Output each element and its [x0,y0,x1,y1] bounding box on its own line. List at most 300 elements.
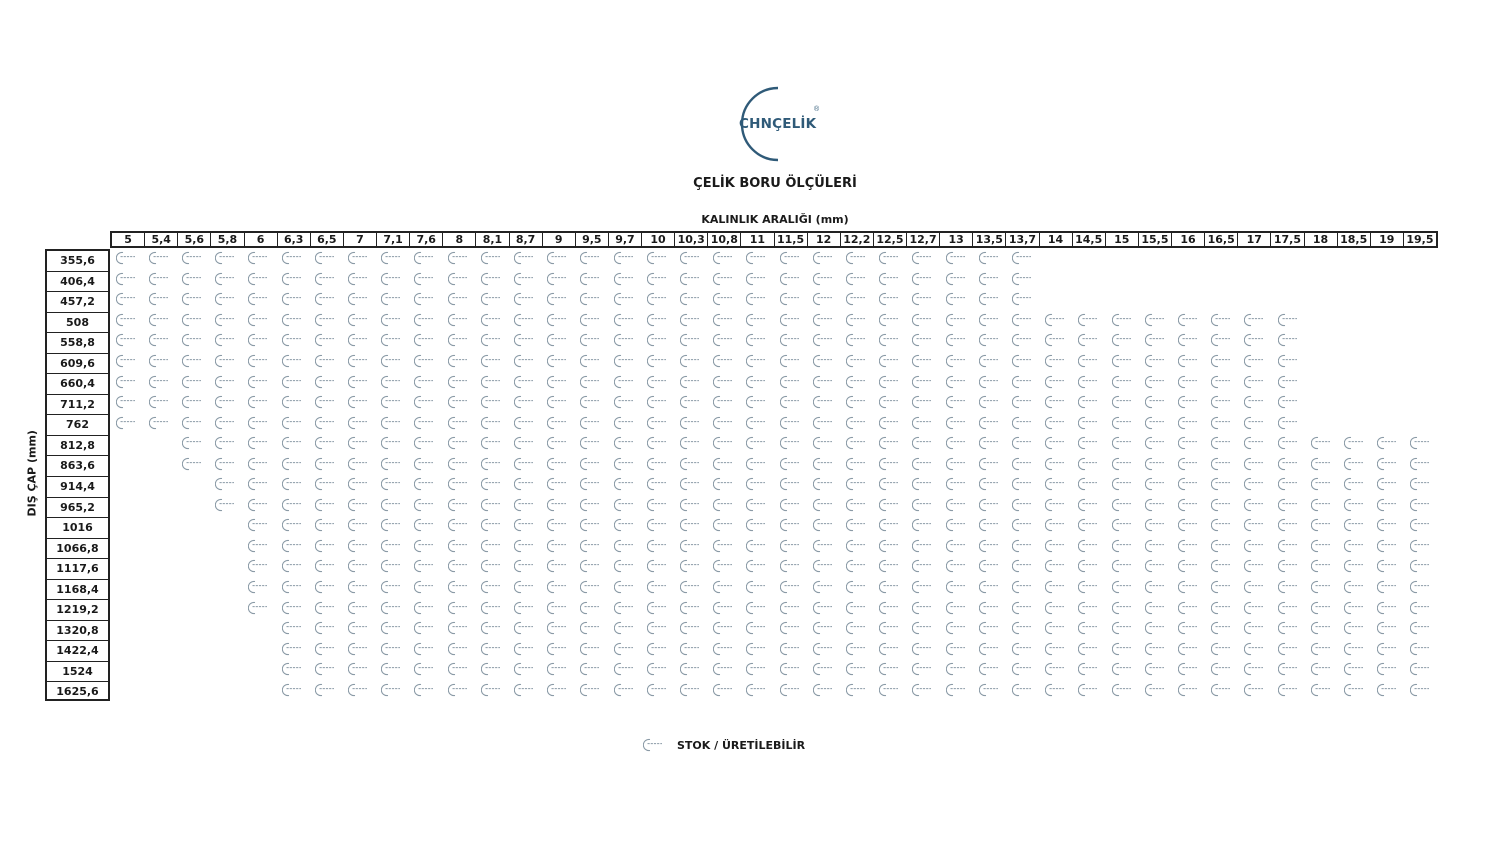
availability-mark-icon [879,601,901,615]
availability-mark-icon [182,457,204,471]
availability-mark-icon [514,292,536,306]
availability-mark-icon [879,375,901,389]
availability-mark-icon [746,621,768,635]
availability-mark-icon [149,333,171,347]
availability-mark-icon [348,292,370,306]
availability-mark-icon [580,621,602,635]
row-header-cell: 355,6 [47,251,108,272]
availability-mark-icon [1012,683,1034,697]
availability-mark-icon [713,498,735,512]
row-header-cell: 1524 [47,662,108,683]
row-header-cell: 660,4 [47,374,108,395]
availability-mark-icon [448,498,470,512]
availability-mark-icon [414,292,436,306]
availability-mark-icon [1078,621,1100,635]
availability-mark-icon [846,333,868,347]
availability-mark-icon [746,251,768,265]
availability-mark-icon [746,457,768,471]
availability-mark-icon [1012,498,1034,512]
availability-mark-icon [614,498,636,512]
availability-mark-icon [813,662,835,676]
availability-mark-icon [680,642,702,656]
column-header-cell: 17,5 [1271,233,1304,246]
availability-mark-icon [547,559,569,573]
availability-mark-icon [448,518,470,532]
availability-mark-icon [381,580,403,594]
availability-mark-icon [979,416,1001,430]
availability-mark-icon [1112,539,1134,553]
availability-mark-icon [481,436,503,450]
availability-mark-icon [1045,375,1067,389]
availability-mark-icon [580,375,602,389]
availability-mark-icon [614,539,636,553]
availability-mark-icon [381,518,403,532]
availability-mark-icon [348,354,370,368]
availability-mark-icon [780,457,802,471]
availability-mark-icon [414,477,436,491]
availability-mark-icon [149,251,171,265]
availability-mark-icon [614,518,636,532]
availability-mark-icon [381,375,403,389]
availability-mark-icon [979,559,1001,573]
availability-mark-icon [547,292,569,306]
availability-mark-icon [1012,333,1034,347]
availability-mark-icon [813,436,835,450]
availability-mark-icon [1012,457,1034,471]
row-header-cell: 609,6 [47,354,108,375]
availability-mark-icon [780,477,802,491]
availability-mark-icon [879,498,901,512]
availability-mark-icon [713,313,735,327]
availability-mark-icon [348,395,370,409]
availability-mark-icon [680,662,702,676]
availability-mark-icon [248,354,270,368]
availability-mark-icon [182,354,204,368]
availability-mark-icon [780,272,802,286]
availability-mark-icon [946,559,968,573]
availability-mark-icon [315,601,337,615]
availability-mark-icon [647,580,669,594]
availability-mark-icon [1344,518,1366,532]
availability-mark-icon [1012,477,1034,491]
availability-mark-icon [248,498,270,512]
availability-mark-icon [614,333,636,347]
availability-mark-icon [514,539,536,553]
availability-mark-icon [780,642,802,656]
availability-mark-icon [248,436,270,450]
availability-mark-icon [1377,683,1399,697]
availability-mark-icon [315,642,337,656]
availability-mark-icon [381,642,403,656]
availability-mark-icon [481,354,503,368]
availability-mark-icon [1344,580,1366,594]
availability-mark-icon [1344,457,1366,471]
availability-mark-icon [713,539,735,553]
column-header-cell: 14,5 [1073,233,1106,246]
availability-mark-icon [514,457,536,471]
availability-mark-icon [1045,601,1067,615]
availability-mark-icon [547,375,569,389]
availability-mark-icon [481,662,503,676]
brand-logo [722,84,818,164]
availability-mark-icon [1012,436,1034,450]
availability-mark-icon [1211,559,1233,573]
column-header-cell: 7,1 [377,233,410,246]
availability-mark-icon [414,457,436,471]
availability-mark-icon [680,292,702,306]
availability-mark-icon [1145,559,1167,573]
availability-mark-icon [1377,621,1399,635]
availability-mark-icon [1112,580,1134,594]
availability-mark-icon [514,313,536,327]
column-header-cell: 6,3 [278,233,311,246]
availability-mark-icon [846,539,868,553]
availability-mark-icon [182,395,204,409]
availability-mark-icon [514,272,536,286]
availability-mark-icon [1045,313,1067,327]
availability-mark-icon [381,477,403,491]
availability-mark-icon [547,251,569,265]
availability-mark-icon [912,272,934,286]
availability-mark-icon [580,292,602,306]
availability-mark-icon [780,313,802,327]
availability-mark-icon [514,683,536,697]
availability-mark-icon [879,436,901,450]
availability-mark-icon [315,457,337,471]
availability-mark-icon [647,251,669,265]
availability-mark-icon [1078,395,1100,409]
availability-mark-icon [381,272,403,286]
availability-mark-icon [215,498,237,512]
availability-mark-icon [1278,354,1300,368]
availability-mark-icon [614,601,636,615]
availability-mark-icon [348,683,370,697]
availability-mark-icon [1078,662,1100,676]
availability-mark-icon [547,580,569,594]
availability-mark-icon [1244,662,1266,676]
availability-mark-icon [315,662,337,676]
availability-mark-icon [580,539,602,553]
availability-mark-icon [414,539,436,553]
availability-mark-icon [1112,683,1134,697]
availability-mark-icon [481,457,503,471]
availability-mark-icon [813,601,835,615]
availability-mark-icon [282,642,304,656]
availability-mark-icon [1145,395,1167,409]
column-header-cell: 17 [1238,233,1271,246]
availability-mark-icon [1112,662,1134,676]
availability-mark-icon [381,416,403,430]
availability-mark-icon [282,621,304,635]
column-header-cell: 13,5 [973,233,1006,246]
availability-mark-icon [182,313,204,327]
availability-mark-icon [879,395,901,409]
availability-mark-icon [315,375,337,389]
availability-mark-icon [713,333,735,347]
availability-mark-icon [946,251,968,265]
availability-mark-icon [547,333,569,347]
availability-mark-icon [746,642,768,656]
availability-mark-icon [414,436,436,450]
availability-mark-icon [746,436,768,450]
availability-mark-icon [614,457,636,471]
availability-mark-icon [614,580,636,594]
availability-mark-icon [1244,436,1266,450]
availability-mark-icon [1278,559,1300,573]
availability-mark-icon [1244,395,1266,409]
availability-mark-icon [680,621,702,635]
availability-mark-icon [1244,559,1266,573]
availability-mark-icon [746,559,768,573]
availability-mark-icon [1278,683,1300,697]
availability-mark-icon [647,457,669,471]
availability-mark-icon [713,621,735,635]
row-header-cell: 863,6 [47,456,108,477]
availability-mark-icon [448,457,470,471]
availability-mark-icon [680,457,702,471]
availability-mark-icon [1112,354,1134,368]
availability-mark-icon [647,601,669,615]
column-axis-title: KALINLIK ARALIĞI (mm) [701,213,849,226]
availability-mark-icon [481,292,503,306]
availability-mark-icon [381,559,403,573]
availability-mark-icon [282,436,304,450]
availability-mark-icon [381,354,403,368]
availability-mark-icon [481,498,503,512]
availability-mark-icon [1377,642,1399,656]
availability-mark-icon [215,354,237,368]
availability-mark-icon [282,416,304,430]
availability-mark-icon [381,395,403,409]
availability-mark-icon [846,313,868,327]
availability-mark-icon [215,436,237,450]
availability-mark-icon [1311,580,1333,594]
availability-mark-icon [1012,642,1034,656]
column-header-cell: 8,1 [476,233,509,246]
availability-mark-icon [713,559,735,573]
availability-mark-icon [448,539,470,553]
availability-mark-icon [1145,621,1167,635]
availability-mark-icon [1045,498,1067,512]
availability-mark-icon [1112,395,1134,409]
availability-mark-icon [713,272,735,286]
availability-mark-icon [1178,683,1200,697]
availability-mark-icon [647,292,669,306]
availability-mark-icon [1377,601,1399,615]
availability-mark-icon [680,395,702,409]
availability-mark-icon [448,272,470,286]
availability-mark-icon [979,498,1001,512]
availability-mark-icon [282,683,304,697]
availability-mark-icon [381,621,403,635]
availability-mark-icon [647,436,669,450]
column-header-cell: 11,5 [775,233,808,246]
availability-mark-icon [979,292,1001,306]
availability-mark-icon [1012,354,1034,368]
availability-mark-icon [946,498,968,512]
availability-mark-icon [149,313,171,327]
availability-mark-icon [448,313,470,327]
availability-mark-icon [1311,642,1333,656]
availability-mark-icon [1211,436,1233,450]
availability-mark-icon [348,477,370,491]
availability-mark-icon [1244,518,1266,532]
availability-mark-icon [746,539,768,553]
availability-mark-icon [1278,580,1300,594]
row-header-cell: 1168,4 [47,580,108,601]
availability-mark-icon [979,436,1001,450]
availability-mark-icon [514,559,536,573]
availability-mark-icon [614,559,636,573]
availability-mark-icon [414,333,436,347]
availability-mark-icon [1078,313,1100,327]
availability-mark-icon [514,642,536,656]
availability-mark-icon [912,539,934,553]
availability-mark-icon [614,477,636,491]
availability-mark-icon [547,642,569,656]
availability-mark-icon [1012,601,1034,615]
availability-mark-icon [713,683,735,697]
availability-mark-icon [282,457,304,471]
availability-mark-icon [248,272,270,286]
availability-mark-icon [647,642,669,656]
availability-mark-icon [1211,642,1233,656]
availability-mark-icon [979,333,1001,347]
availability-mark-icon [713,251,735,265]
availability-mark-icon [348,580,370,594]
availability-mark-icon [979,642,1001,656]
availability-mark-icon [282,272,304,286]
availability-mark-icon [481,333,503,347]
availability-mark-icon [680,333,702,347]
availability-mark-icon [680,375,702,389]
availability-mark-icon [813,642,835,656]
availability-mark-icon [1244,477,1266,491]
availability-mark-icon [1211,313,1233,327]
availability-mark-icon [1078,333,1100,347]
availability-mark-icon [348,662,370,676]
availability-mark-icon [946,477,968,491]
availability-mark-icon [116,292,138,306]
row-header-cell: 1422,4 [47,641,108,662]
availability-mark-icon [182,375,204,389]
availability-mark-icon [946,313,968,327]
availability-mark-icon [746,416,768,430]
column-header-cell: 5,8 [211,233,244,246]
availability-mark-icon [912,477,934,491]
availability-mark-icon [1178,498,1200,512]
availability-mark-icon [713,457,735,471]
availability-mark-icon [1278,313,1300,327]
availability-mark-icon [547,354,569,368]
availability-mark-icon [1145,662,1167,676]
availability-mark-icon [1078,601,1100,615]
row-header-cell: 1066,8 [47,539,108,560]
availability-mark-icon [1244,498,1266,512]
availability-mark-icon [1178,395,1200,409]
availability-mark-icon [547,621,569,635]
availability-mark-icon [979,313,1001,327]
column-header-cell: 10 [642,233,675,246]
availability-mark-icon [481,683,503,697]
availability-mark-icon [979,601,1001,615]
availability-mark-icon [580,601,602,615]
availability-mark-icon [580,313,602,327]
availability-mark-icon [614,354,636,368]
legend-label: STOK / ÜRETİLEBİLİR [677,739,806,752]
availability-mark-icon [547,436,569,450]
availability-mark-icon [713,580,735,594]
row-header-cell: 812,8 [47,436,108,457]
column-header-cell: 12,2 [841,233,874,246]
availability-mark-icon [946,662,968,676]
availability-mark-icon [946,354,968,368]
availability-mark-icon [514,518,536,532]
column-header-cell: 18 [1305,233,1338,246]
availability-mark-icon [614,436,636,450]
availability-mark-icon [514,375,536,389]
row-header-cell: 762 [47,415,108,436]
availability-mark-icon [614,416,636,430]
availability-mark-icon [746,313,768,327]
availability-mark-icon [1410,498,1432,512]
column-header-cell: 7 [344,233,377,246]
availability-mark-icon [746,395,768,409]
availability-mark-icon [282,313,304,327]
availability-mark-icon [846,498,868,512]
availability-mark-icon [414,580,436,594]
availability-mark-icon [1278,518,1300,532]
availability-mark-icon [647,683,669,697]
availability-mark-icon [414,416,436,430]
availability-mark-icon [1145,333,1167,347]
availability-mark-icon [979,354,1001,368]
availability-mark-icon [614,662,636,676]
availability-mark-icon [813,251,835,265]
availability-mark-icon [1278,333,1300,347]
column-header-cell: 8,7 [510,233,543,246]
availability-mark-icon [381,457,403,471]
availability-mark-icon [514,498,536,512]
availability-mark-icon [116,375,138,389]
availability-mark-icon [149,375,171,389]
availability-mark-icon [1278,601,1300,615]
availability-mark-icon [1178,436,1200,450]
availability-mark-icon [780,621,802,635]
availability-mark-icon [547,477,569,491]
availability-mark-icon [116,333,138,347]
column-header-cell: 10,8 [708,233,741,246]
availability-mark-icon [713,354,735,368]
availability-mark-icon [1045,683,1067,697]
availability-mark-icon [414,395,436,409]
availability-mark-icon [614,621,636,635]
availability-mark-icon [979,395,1001,409]
availability-mark-icon [1012,580,1034,594]
availability-mark-icon [1078,559,1100,573]
availability-mark-icon [1211,457,1233,471]
availability-mark-icon [846,621,868,635]
row-axis-title: DIŞ ÇAP (mm) [25,430,39,517]
availability-mark-icon [979,621,1001,635]
availability-mark-icon [1078,416,1100,430]
availability-mark-icon [448,354,470,368]
availability-mark-icon [1244,457,1266,471]
availability-mark-icon [1278,662,1300,676]
availability-mark-icon [1178,333,1200,347]
availability-mark-icon [547,457,569,471]
row-header-cell: 1320,8 [47,621,108,642]
